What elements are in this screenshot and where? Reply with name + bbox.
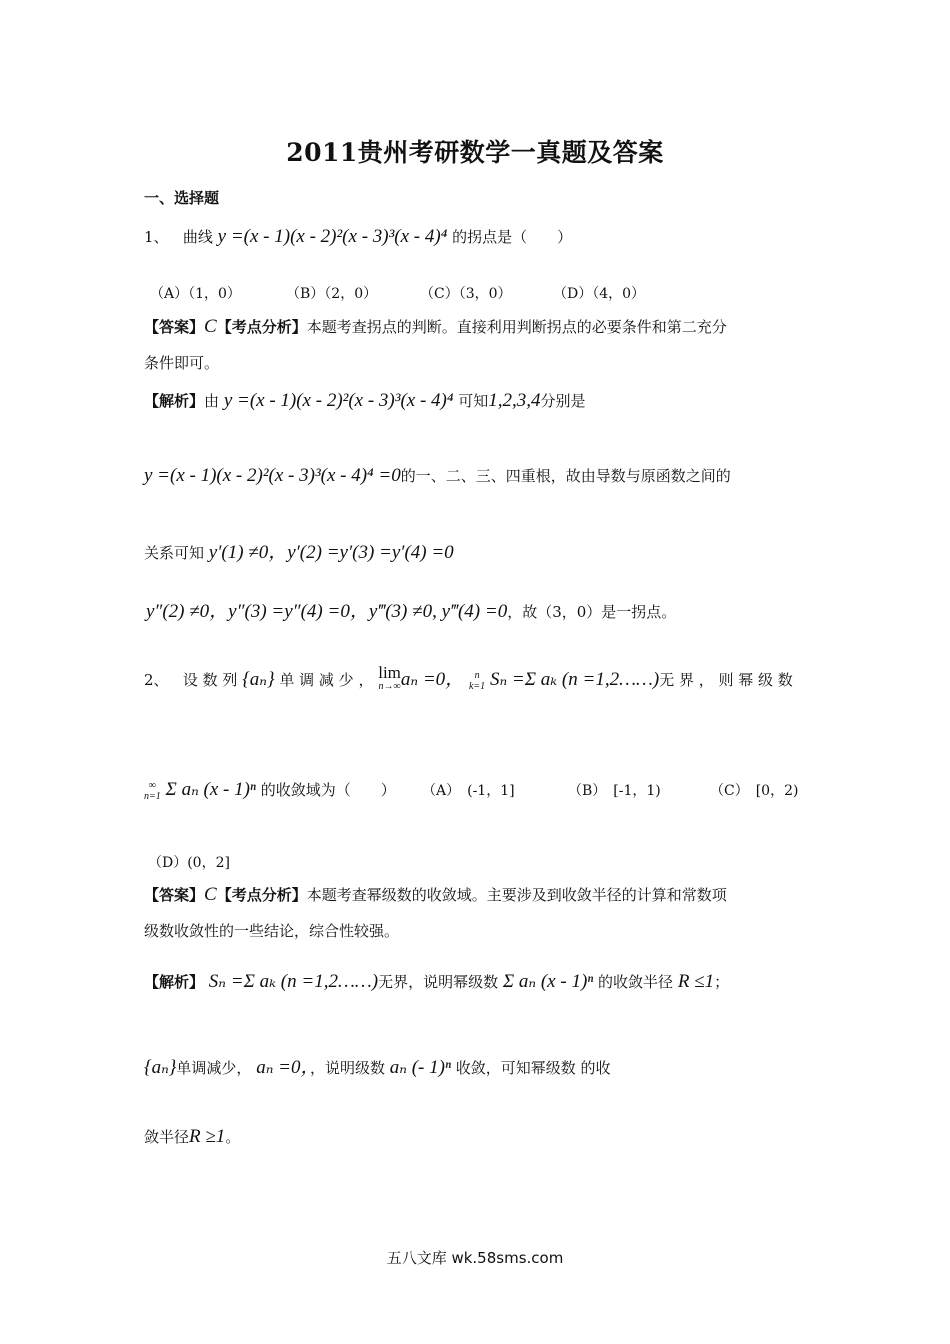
q2-series-line: ∞ n=1 Σ aₙ (x - 1)ⁿ 的收敛域为（ ） (144, 779, 396, 802)
q2-solution-line3: 敛半径R ≥1。 (144, 1126, 241, 1147)
q1-stem: 1、 曲线 y =(x - 1)(x - 2)²(x - 3)³(x - 4)⁴ 的拐点是（ ） (144, 226, 573, 247)
q2-option-a: （A） (-1，1] (422, 783, 515, 799)
q2-sn-formula: Sₙ =Σ aₖ (n =1,2……) (489, 669, 660, 690)
q2-series-limits: ∞ n=1 (144, 780, 161, 802)
q1-solution: 【解析】由 y =(x - 1)(x - 2)²(x - 3)³(x - 4)⁴ 可知1,2,3,4分别是 (144, 390, 586, 411)
q2-solution-line1: 【解析】 Sₙ =Σ aₖ (n =1,2……)无界，说明幂级数 Σ aₙ (x - 1)ⁿ 的收敛半径 R ≤1； (144, 971, 730, 992)
q2-option-c: （C） [0，2) (710, 783, 799, 799)
q1-relation: 关系可知 y′(1) ≠0，y′(2) =y′(3) =y′(4) =0 (144, 542, 454, 563)
q1-option-d: （D）（4，0） (553, 286, 646, 302)
q2-option-d: （D）(0，2] (148, 855, 230, 871)
q2-option-b: （B） [-1，1) (568, 783, 661, 799)
q2-limit: lim n→∞ (378, 663, 401, 692)
q2-solution-line2: {aₙ}单调减少， aₙ =0，，说明级数 aₙ (- 1)ⁿ 收敛，可知幂级数 的收 (144, 1057, 611, 1078)
q2-stem: 2、 设 数 列 {aₙ} 单 调 减 少 ， lim n→∞ aₙ =0， n k=1 Sₙ =Σ aₖ (n =1,2……)无 界 ， 则 幂 级 数 (144, 663, 793, 692)
section-heading: 一、选择题 (144, 189, 220, 207)
q1-roots-line: y =(x - 1)(x - 2)²(x - 3)³(x - 4)⁴ =0的一、二、三、四重根，故由导数与原函数之间的 (144, 465, 731, 486)
q1-option-b: （B）（2，0） (286, 286, 378, 302)
q1-answer: 【答案】C【考点分析】本题考查拐点的判断。直接利用判断拐点的必要条件和第二充分 (144, 316, 727, 337)
q1-analysis-cont: 条件即可。 (144, 354, 220, 372)
q1-option-a: （A）（1，0） (150, 286, 241, 302)
q1-second-derivative: y″(2) ≠0，y″(3) =y″(4) =0，y‴(3) ≠0, y‴(4) =0，故（3，0）是一拐点。 (146, 601, 677, 622)
page-title: 2011贵州考研数学一真题及答案 (286, 138, 664, 167)
q2-sn-sum-limits: n k=1 (468, 670, 486, 692)
q2-analysis-cont: 级数收敛性的一些结论，综合性较强。 (144, 922, 400, 940)
q2-series: Σ aₙ (x - 1)ⁿ (165, 779, 256, 800)
q1-formula: y =(x - 1)(x - 2)²(x - 3)³(x - 4)⁴ (217, 226, 448, 247)
q2-answer: 【答案】C【考点分析】本题考查幂级数的收敛域。主要涉及到收敛半径的计算和常数项 (144, 884, 727, 905)
q1-option-c: （C）（3，0） (420, 286, 512, 302)
footer-watermark: 五八文库 wk.58sms.com (386, 1249, 564, 1267)
